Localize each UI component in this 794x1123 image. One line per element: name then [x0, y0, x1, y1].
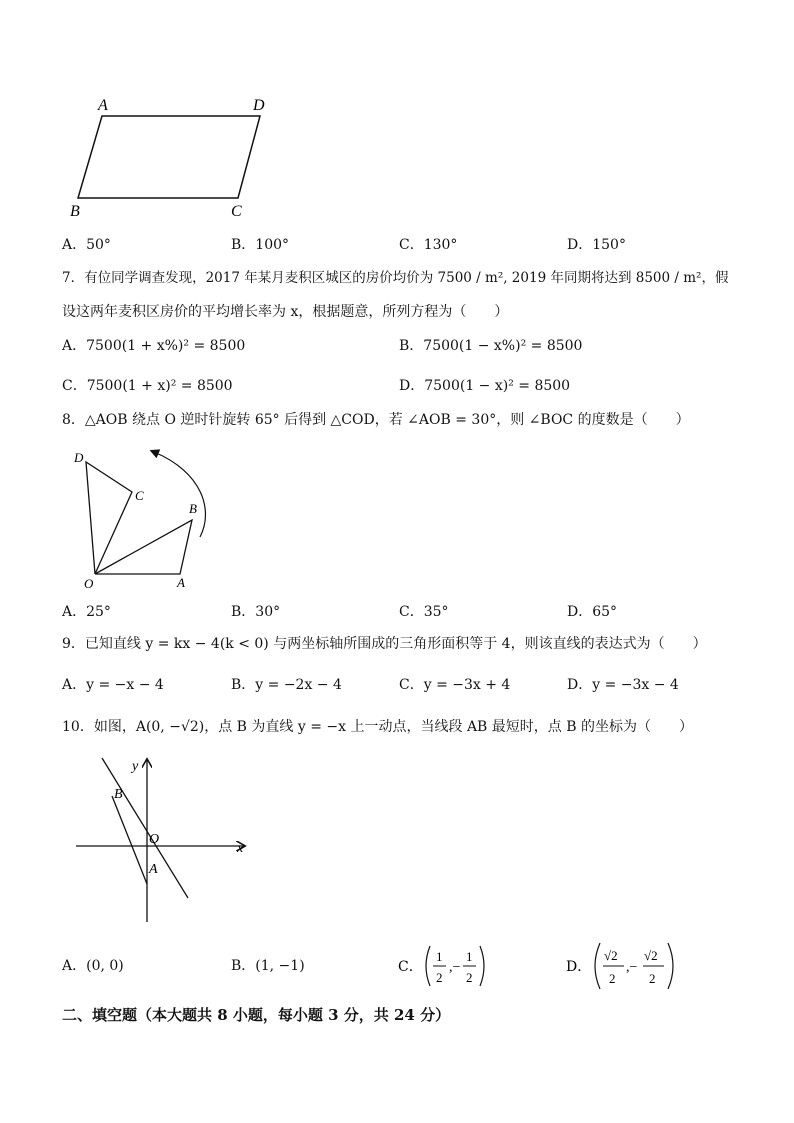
point-label-o: O: [84, 576, 94, 591]
q9-text: 9．已知直线 y = kx − 4(k < 0) 与两坐标轴所围成的三角形面积等于 4，则该直线的表达式为（ ）: [62, 636, 707, 652]
vertex-label-b: B: [70, 203, 80, 220]
c-numerator-1: 1: [436, 949, 443, 964]
q9-option-c[interactable]: C．y = −3x + 4: [399, 677, 511, 693]
segment-ab: [112, 796, 147, 884]
q10-option-b[interactable]: B．(1, −1): [231, 958, 305, 974]
point-label-b: B: [189, 501, 197, 516]
point-label-a: A: [177, 575, 185, 590]
q7-option-d[interactable]: D．7500(1 − x)² = 8500: [399, 378, 571, 394]
q10-prefix: 10．如图，: [62, 719, 136, 735]
c-numerator-2: 1: [466, 949, 473, 964]
section-title: 二、填空题（本大题共 8 小题，每小题 3 分，共 24 分）: [62, 1006, 451, 1024]
q7-text-line2: 设这两年麦积区房价的平均增长率为 x，根据题意，所列方程为（ ）: [62, 304, 509, 320]
c-denominator-1: 2: [436, 970, 443, 985]
d-comma: ,−: [626, 960, 638, 975]
point-label-a: A: [149, 862, 158, 877]
c-comma: ,−: [449, 960, 461, 975]
q8-option-d[interactable]: D．65°: [567, 604, 618, 620]
axis-label-x: x: [237, 841, 244, 856]
vertex-label-d: D: [253, 97, 265, 114]
rotation-arrow-icon: [154, 452, 205, 537]
parallelogram-shape: [78, 116, 260, 198]
q6-option-a[interactable]: A．50°: [62, 237, 111, 253]
c-denominator-2: 2: [466, 970, 473, 985]
vertex-label-c: C: [231, 203, 242, 220]
q10-option-a[interactable]: A．(0, 0): [62, 958, 124, 974]
q8-text: 8．△AOB 绕点 O 逆时针旋转 65° 后得到 △COD，若 ∠AOB = 30°，则 ∠BOC 的度数是（ ）: [62, 412, 690, 428]
rotation-figure: [62, 440, 232, 595]
q6-option-d[interactable]: D．150°: [567, 237, 626, 253]
q10-point-a: A(0, −√2): [135, 719, 205, 735]
point-label-d: D: [74, 450, 84, 465]
d-numerator-2: √2: [644, 948, 658, 963]
q7-option-a[interactable]: A．7500(1 + x%)² = 8500: [62, 338, 246, 354]
d-denominator-2: 2: [649, 971, 656, 986]
q6-option-c[interactable]: C．130°: [399, 237, 458, 253]
q6-option-b[interactable]: B．100°: [231, 237, 290, 253]
q7-option-c[interactable]: C．7500(1 + x)² = 8500: [62, 378, 233, 394]
point-label-b: B: [114, 787, 123, 802]
point-label-c: C: [135, 488, 144, 503]
left-paren: [595, 943, 600, 989]
origin-label-o: O: [149, 832, 160, 847]
q10-option-d[interactable]: [564, 940, 704, 992]
d-numerator-1: √2: [604, 948, 618, 963]
triangle-aob: [95, 520, 192, 574]
q9-option-d[interactable]: D．y = −3x − 4: [567, 677, 679, 693]
q10-option-d-prefix: D．: [566, 959, 592, 975]
q10-option-c-prefix: C．: [398, 959, 423, 975]
d-denominator-1: 2: [609, 971, 616, 986]
q8-option-a[interactable]: A．25°: [62, 604, 111, 620]
q10-rest: ，点 B 为直线 y = −x 上一动点，当线段 AB 最短时，点 B 的坐标为（ ）: [204, 719, 693, 735]
coordinate-figure: [72, 752, 262, 927]
q9-option-b[interactable]: B．y = −2x − 4: [231, 677, 342, 693]
parallelogram-figure: [60, 92, 280, 222]
q7-text-line1: 7．有位同学调查发现，2017 年某月麦积区城区的房价均价为 7500 / m², 2019 年同期将达到 8500 / m²，假: [62, 270, 729, 286]
line-y-neg-x: [102, 758, 188, 898]
axis-label-y: y: [132, 759, 139, 774]
right-paren: [480, 946, 484, 986]
q10-option-c[interactable]: [396, 942, 526, 990]
q8-option-c[interactable]: C．35°: [399, 604, 449, 620]
q7-option-b[interactable]: B．7500(1 − x%)² = 8500: [399, 338, 583, 354]
q10-text: [62, 720, 693, 734]
q9-option-a[interactable]: A．y = −x − 4: [62, 677, 164, 693]
right-paren: [668, 943, 673, 989]
vertex-label-a: A: [98, 97, 108, 114]
left-paren: [426, 946, 430, 986]
q8-option-b[interactable]: B．30°: [231, 604, 281, 620]
